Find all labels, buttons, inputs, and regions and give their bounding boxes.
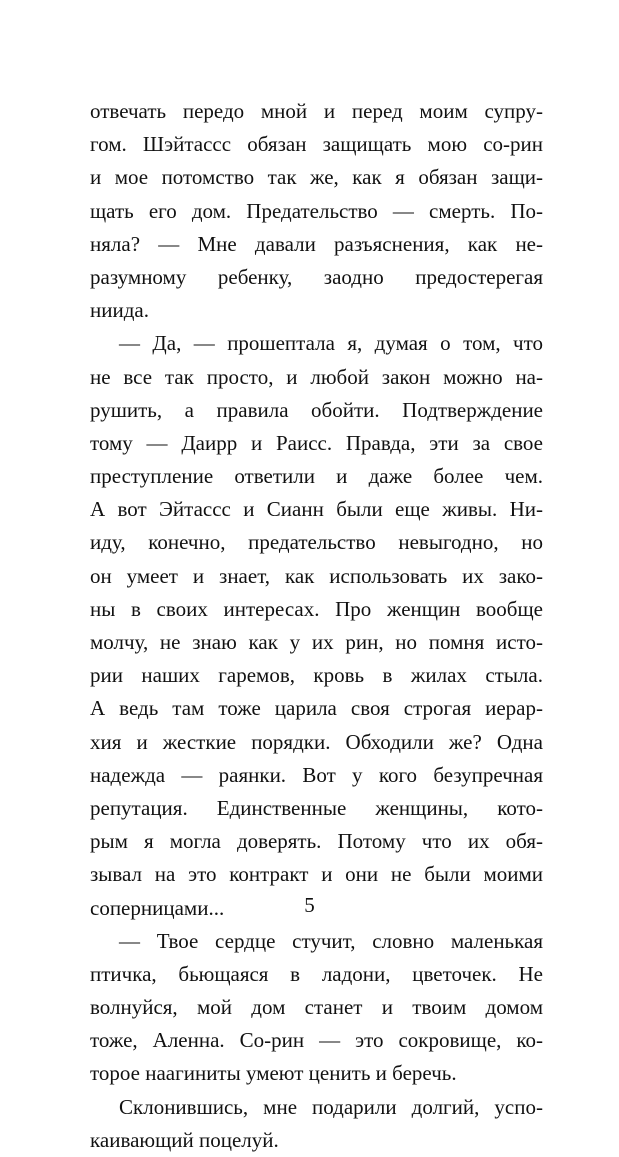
- text-line: зывал на это контракт и они не были моими: [90, 862, 543, 887]
- text-line: няла? — Мне давали разъяснения, как не-: [90, 231, 543, 256]
- text-line: соперницами...: [90, 895, 225, 920]
- text-line: репутация. Единственные женщины, кото-: [90, 795, 543, 820]
- text-line: преступление ответили и даже более чем.: [90, 464, 543, 489]
- text-line: тоже, Аленна. Со-рин — это сокровище, ко-: [90, 1028, 543, 1053]
- text-line: молчу, не знаю как у их рин, но помня исто-: [90, 630, 543, 654]
- text-line: отвечать передо мной и перед моим супру-: [90, 99, 543, 123]
- text-line: иду, конечно, предательство невыгодно, но: [90, 530, 543, 555]
- text-line: хия и жесткие порядки. Обходили же? Одна: [90, 729, 543, 754]
- text-line: рым я могла доверять. Потому что их обя-: [90, 829, 543, 854]
- text-line: Склонившись, мне подарили долгий, успо-: [119, 1094, 543, 1119]
- text-line: ны в своих интересах. Про женщин вообще: [90, 596, 543, 621]
- text-line: щать его дом. Предательство — смерть. По-: [90, 198, 543, 223]
- page-number: 5: [304, 893, 315, 917]
- text-line: торое наагиниты умеют ценить и беречь.: [90, 1061, 457, 1086]
- text-line: рии наших гаремов, кровь в жилах стыла.: [90, 663, 543, 688]
- text-line: не все так просто, и любой закон можно на-: [90, 364, 543, 389]
- text-line: А вот Эйтассс и Сианн были еще живы. Ни-: [90, 497, 543, 522]
- text-line: он умеет и знает, как использовать их зако-: [90, 563, 543, 588]
- text-line: — Да, — прошептала я, думая о том, что: [119, 331, 543, 356]
- body-text: [90, 95, 543, 1157]
- text-line: надежда — раянки. Вот у кого безупречная: [90, 762, 543, 787]
- text-line: — Твое сердце стучит, словно маленькая: [119, 928, 543, 953]
- text-line: птичка, бьющаяся в ладони, цветочек. Не: [90, 961, 543, 986]
- text-line: каивающий поцелуй.: [90, 1127, 279, 1152]
- text-line: волнуйся, мой дом станет и твоим домом: [90, 995, 543, 1020]
- text-line: разумному ребенку, заодно предостерегая: [90, 264, 543, 289]
- text-line: А ведь там тоже царила своя строгая иерар-: [90, 696, 543, 721]
- text-line: гом. Шэйтассс обязан защищать мою со-рин: [90, 132, 543, 157]
- text-line: рушить, а правила обойти. Подтверждение: [90, 397, 543, 422]
- text-line: ниида.: [90, 298, 149, 323]
- text-line: тому — Даирр и Раисс. Правда, эти за свое: [90, 430, 543, 455]
- text-line: и мое потомство так же, как я обязан защи-: [90, 165, 543, 190]
